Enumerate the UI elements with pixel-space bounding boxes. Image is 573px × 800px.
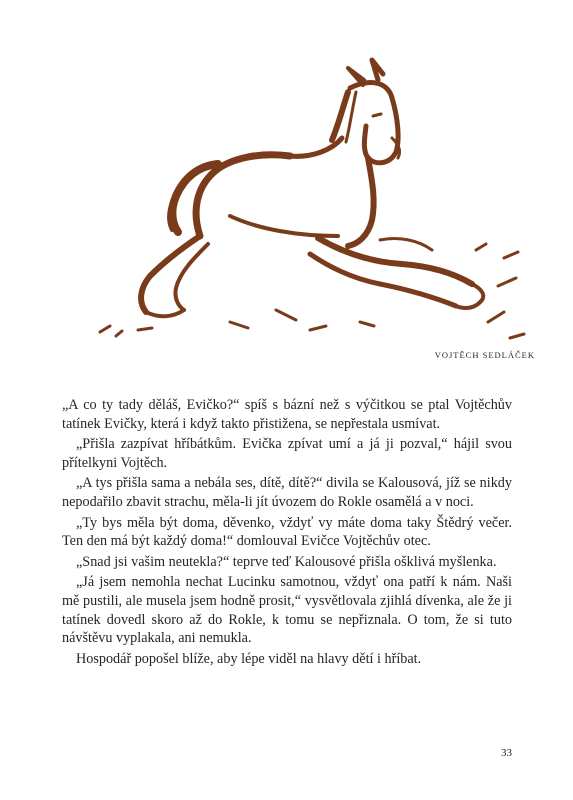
page-number: 33 [501,747,512,759]
paragraph: „A co ty tady děláš, Evičko?“ spíš s bázní než s výčitkou se ptal Vojtěchův tatínek Evičky, která i když takto přistižena, se nepřestala usmívat. [62,397,512,432]
paragraph: „Přišla zazpívat hříbátkům. Evička zpívat umí a já ji pozval,“ hájil svou přítelkyni Vojtěch. [62,436,512,471]
paragraph: „A tys přišla sama a nebála ses, dítě, dítě?“ divila se Kalousová, jíž se nikdy nepodařilo zbavit strachu, měla-li jít úvozem do Rokle osamělá a v noci. [62,475,512,510]
paragraph: „Ty bys měla být doma, děvenko, vždyť vy máte doma taky Štědrý večer. Ten den má být každý doma!“ domlouval Evičce Vojtěchův otec. [62,514,512,550]
horse-foal-illustration [80,40,535,340]
paragraph: Hospodář popošel blíže, aby lépe viděl na hlavy dětí i hříbat. [76,650,422,667]
body-text [62,396,512,670]
horse-foal-icon [80,40,535,340]
paragraph: „Já jsem nemohla nechat Lucinku samotnou, vždyť ona patří k nám. Naši mě pustili, ale musela jsem hodně prosit,“ vysvětlovala zjihlá dívenka, ale že ji tatínek dovedl skoro až do Rokle, k tomu se nepřiznala. O tom, že si tuto návštěvu vyplakala, ani nemukla. [62,574,512,647]
paragraph: „Snad jsi vašim neutekla?“ teprve teď Kalousové přišla ošklivá myšlenka. [76,553,497,570]
illustrator-credit: VOJTĚCH SEDLÁČEK [434,350,535,360]
